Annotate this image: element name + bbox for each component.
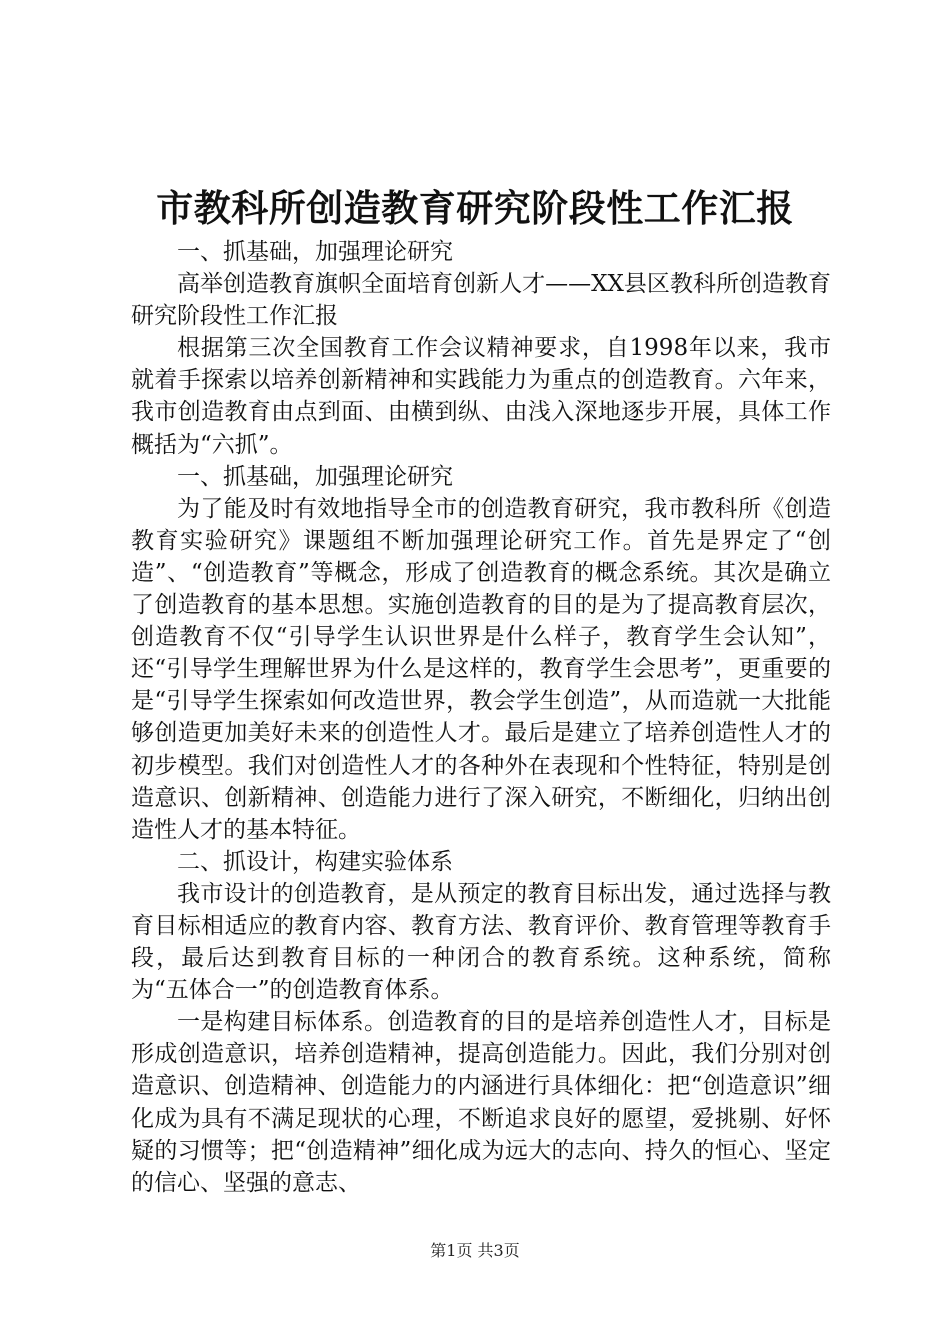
section-heading: 一、抓基础，加强理论研究 — [177, 239, 453, 265]
section-heading: 二、抓设计，构建实验体系 — [177, 848, 453, 875]
paragraph: 高举创造教育旗帜全面培育创新人才——XX县区教科所创造教育研究阶段性工作汇报 — [131, 271, 831, 330]
document-body — [131, 236, 831, 1199]
document-title: 市教科所创造教育研究阶段性工作汇报 — [156, 186, 794, 230]
page-footer: 第1页 共3页 — [430, 1241, 520, 1260]
paragraph: 我市设计的创造教育，是从预定的教育目标出发，通过选择与教育目标相适应的教育内容、教育方法、教育评价、教育管理等教育手段，最后达到教育目标的一种闭合的教育系统。这种系统，简称为“五体合一”的创造教育体系。 — [131, 880, 831, 1004]
section-heading: 一、抓基础，加强理论研究 — [177, 463, 453, 490]
paragraph: 为了能及时有效地指导全市的创造教育研究，我市教科所《创造教育实验研究》课题组不断加强理论研究工作。首先是界定了“创造”、“创造教育”等概念，形成了创造教育的概念系统。其次是确立了创造教育的基本思想。实施创造教育的目的是为了提高教育层次，创造教育不仅“引导学生认识世界是什么样子，教育学生会认知”，还“引导学生理解世界为什么是这样的，教育学生会思考”，更重要的是“引导学生探索如何改造世界，教会学生创造”，从而造就一大批能够创造更加美好未来的创造性人才。最后是建立了培养创造性人才的初步模型。我们对创造性人才的各种外在表现和个性特征，特别是创造意识、创新精神、创造能力进行了深入研究，不断细化，归纳出创造性人才的基本特征。 — [131, 495, 831, 843]
paragraph: 一是构建目标体系。创造教育的目的是培养创造性人才，目标是形成创造意识，培养创造精神，提高创造能力。因此，我们分别对创造意识、创造精神、创造能力的内涵进行具体细化：把“创造意识”细化成为具有不满足现状的心理，不断追求良好的愿望，爱挑剔、好怀疑的习惯等；把“创造精神”细化成为远大的志向、持久的恒心、坚定的信心、坚强的意志、 — [131, 1009, 831, 1196]
paragraph: 根据第三次全国教育工作会议精神要求，自1998年以来，我市就着手探索以培养创新精神和实践能力为重点的创造教育。六年来，我市创造教育由点到面、由横到纵、由浅入深地逐步开展，具体工作概括为“六抓”。 — [131, 335, 831, 458]
